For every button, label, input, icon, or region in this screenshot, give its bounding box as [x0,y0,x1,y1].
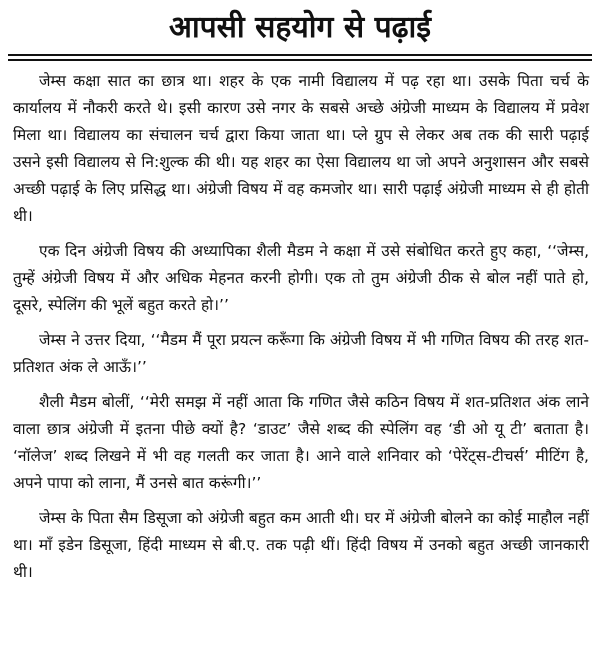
title-underline-top [8,54,592,56]
paragraph-3: जेम्स ने उत्तर दिया, ‘‘मैडम मैं पूरा प्रयत्न करूँगा कि अंग्रेजी विषय में भी गणित विषय की तरह शत-प्रतिशत अंक ले आऊँ।’’ [13,331,589,376]
paragraph-5: जेम्स के पिता सैम डिसूजा को अंग्रेजी बहुत कम आती थी। घर में अंग्रेजी बोलने का कोई माहौल नहीं था। माँ इडेन डिसूजा, हिंदी माध्यम से बी.ए. तक पढ़ी थीं। हिंदी विषय में उनको बहुत अच्छी जानकारी थी। [13,509,589,581]
paragraph-2: एक दिन अंग्रेजी विषय की अध्यापिका शैली मैडम ने कक्षा में उसे संबोधित करते हुए कहा, ‘‘जेम्स, तुम्हें अंग्रेजी विषय में और अधिक मेहनत करनी होगी। एक तो तुम अंग्रेजी ठीक से बोल नहीं पाते हो, दूसरे, स्पेलिंग की भूलें बहुत करते हो।’’ [13,242,589,314]
title-underline-bottom [8,59,592,61]
story-body [13,68,589,594]
page-title: आपसी सहयोग से पढ़ाई [168,10,432,45]
paragraph-1: जेम्स कक्षा सात का छात्र था। शहर के एक नामी विद्यालय में पढ़ रहा था। उसके पिता चर्च के कार्यालय में नौकरी करते थे। इसी कारण उसे नगर के सबसे अच्छे अंग्रेजी माध्यम के विद्यालय में प्रवेश मिला था। विद्यालय का संचालन चर्च द्वारा किया जाता था। प्ले ग्रुप से लेकर अब तक की सारी पढ़ाई उसने इसी विद्यालय से नि:शुल्क की थी। यह शहर का ऐसा विद्यालय था जो अपने अनुशासन और सबसे अच्छी पढ़ाई के लिए प्रसिद्ध था। अंग्रेजी विषय में वह कमजोर था। सारी पढ़ाई अंग्रेजी माध्यम से ही होती थी। [13,72,589,225]
paragraph-4: शैली मैडम बोलीं, ‘‘मेरी समझ में नहीं आता कि गणित जैसे कठिन विषय में शत-प्रतिशत अंक लाने वाला छात्र अंग्रेजी में इतना पीछे क्यों है? ‘डाउट’ जैसे शब्द की स्पेलिंग वह ‘डी ओ यू टी’ बताता है। ‘नॉलेज’ शब्द लिखने में भी वह गलती कर जाता है। आने वाले शनिवार को ‘पेरेंट्स-टीचर्स’ मीटिंग है, अपने पापा को लाना, मैं उनसे बात करूंगी।’’ [13,393,589,492]
